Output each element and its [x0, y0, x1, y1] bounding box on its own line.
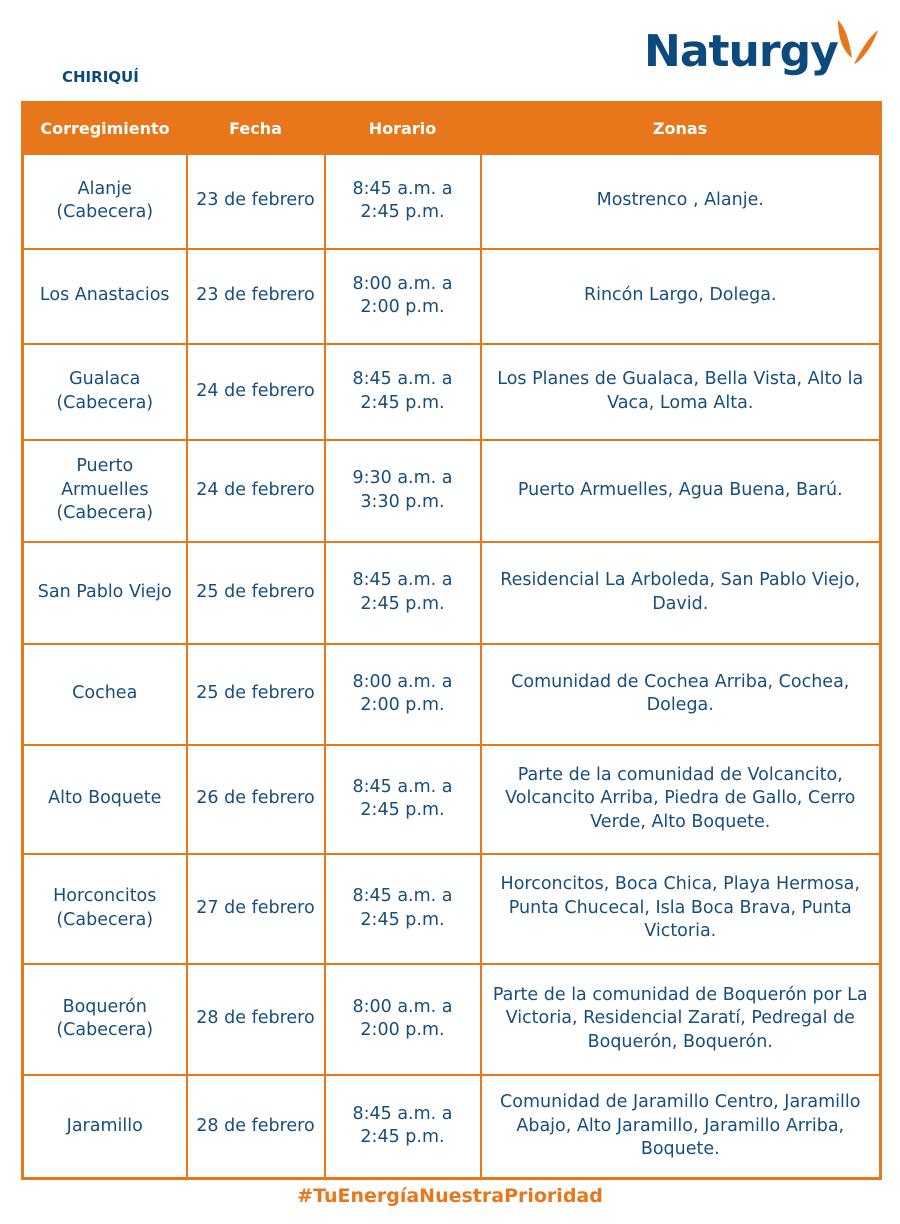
header-fecha: Fecha	[187, 103, 325, 154]
logo-text: Naturgy	[644, 26, 838, 77]
cell-zonas: Puerto Armuelles, Agua Buena, Barú.	[481, 440, 881, 542]
table-row	[23, 745, 881, 854]
table-row	[23, 344, 881, 440]
cell-zonas: Residencial La Arboleda, San Pablo Viejo, David.	[481, 542, 881, 644]
cell-fecha: 25 de febrero	[187, 644, 325, 745]
table-row	[23, 644, 881, 745]
cell-horario: 8:45 a.m. a 2:45 p.m.	[325, 1075, 481, 1179]
table-row	[23, 249, 881, 344]
cell-zonas: Los Planes de Gualaca, Bella Vista, Alto la Vaca, Loma Alta.	[481, 344, 881, 440]
cell-fecha: 28 de febrero	[187, 1075, 325, 1179]
cell-horario: 8:00 a.m. a 2:00 p.m.	[325, 644, 481, 745]
cell-horario: 8:45 a.m. a 2:45 p.m.	[325, 542, 481, 644]
cell-zonas: Comunidad de Cochea Arriba, Cochea, Dolega.	[481, 644, 881, 745]
table-row	[23, 542, 881, 644]
cell-corregimiento: San Pablo Viejo	[23, 542, 187, 644]
table-row	[23, 154, 881, 249]
region-title: CHIRIQUÍ	[62, 68, 139, 86]
header-horario: Horario	[325, 103, 481, 154]
cell-horario: 8:45 a.m. a 2:45 p.m.	[325, 154, 481, 249]
cell-fecha: 27 de febrero	[187, 854, 325, 964]
cell-fecha: 23 de febrero	[187, 249, 325, 344]
table-row	[23, 440, 881, 542]
header-corregimiento: Corregimiento	[23, 103, 187, 154]
cell-horario: 8:00 a.m. a 2:00 p.m.	[325, 249, 481, 344]
cell-zonas: Rincón Largo, Dolega.	[481, 249, 881, 344]
maintenance-schedule-table	[21, 101, 882, 1180]
cell-corregimiento: Puerto Armuelles (Cabecera)	[23, 440, 187, 542]
cell-fecha: 25 de febrero	[187, 542, 325, 644]
cell-fecha: 28 de febrero	[187, 964, 325, 1075]
cell-zonas: Horconcitos, Boca Chica, Playa Hermosa, Punta Chucecal, Isla Boca Brava, Punta Victoria.	[481, 854, 881, 964]
table-row	[23, 1075, 881, 1179]
cell-horario: 8:45 a.m. a 2:45 p.m.	[325, 745, 481, 854]
cell-corregimiento: Gualaca (Cabecera)	[23, 344, 187, 440]
table-header-row	[23, 103, 881, 154]
cell-zonas: Parte de la comunidad de Boquerón por La Victoria, Residencial Zaratí, Pedregal de Boquerón, Boquerón.	[481, 964, 881, 1075]
cell-corregimiento: Cochea	[23, 644, 187, 745]
cell-corregimiento: Boquerón (Cabecera)	[23, 964, 187, 1075]
cell-horario: 8:45 a.m. a 2:45 p.m.	[325, 854, 481, 964]
cell-fecha: 23 de febrero	[187, 154, 325, 249]
cell-zonas: Parte de la comunidad de Volcancito, Volcancito Arriba, Piedra de Gallo, Cerro Verde, Alto Boquete.	[481, 745, 881, 854]
cell-corregimiento: Jaramillo	[23, 1075, 187, 1179]
cell-horario: 8:45 a.m. a 2:45 p.m.	[325, 344, 481, 440]
header-zonas: Zonas	[481, 103, 881, 154]
naturgy-logo	[644, 18, 884, 84]
cell-fecha: 24 de febrero	[187, 440, 325, 542]
cell-corregimiento: Alto Boquete	[23, 745, 187, 854]
table-row	[23, 854, 881, 964]
campaign-hashtag: #TuEnergíaNuestraPrioridad	[297, 1185, 603, 1207]
cell-zonas: Comunidad de Jaramillo Centro, Jaramillo Abajo, Alto Jaramillo, Jaramillo Arriba, Boquete.	[481, 1075, 881, 1179]
butterfly-icon	[832, 18, 882, 78]
cell-fecha: 24 de febrero	[187, 344, 325, 440]
cell-horario: 8:00 a.m. a 2:00 p.m.	[325, 964, 481, 1075]
cell-horario: 9:30 a.m. a 3:30 p.m.	[325, 440, 481, 542]
cell-corregimiento: Los Anastacios	[23, 249, 187, 344]
table-row	[23, 964, 881, 1075]
cell-corregimiento: Horconcitos (Cabecera)	[23, 854, 187, 964]
cell-fecha: 26 de febrero	[187, 745, 325, 854]
cell-zonas: Mostrenco , Alanje.	[481, 154, 881, 249]
cell-corregimiento: Alanje (Cabecera)	[23, 154, 187, 249]
